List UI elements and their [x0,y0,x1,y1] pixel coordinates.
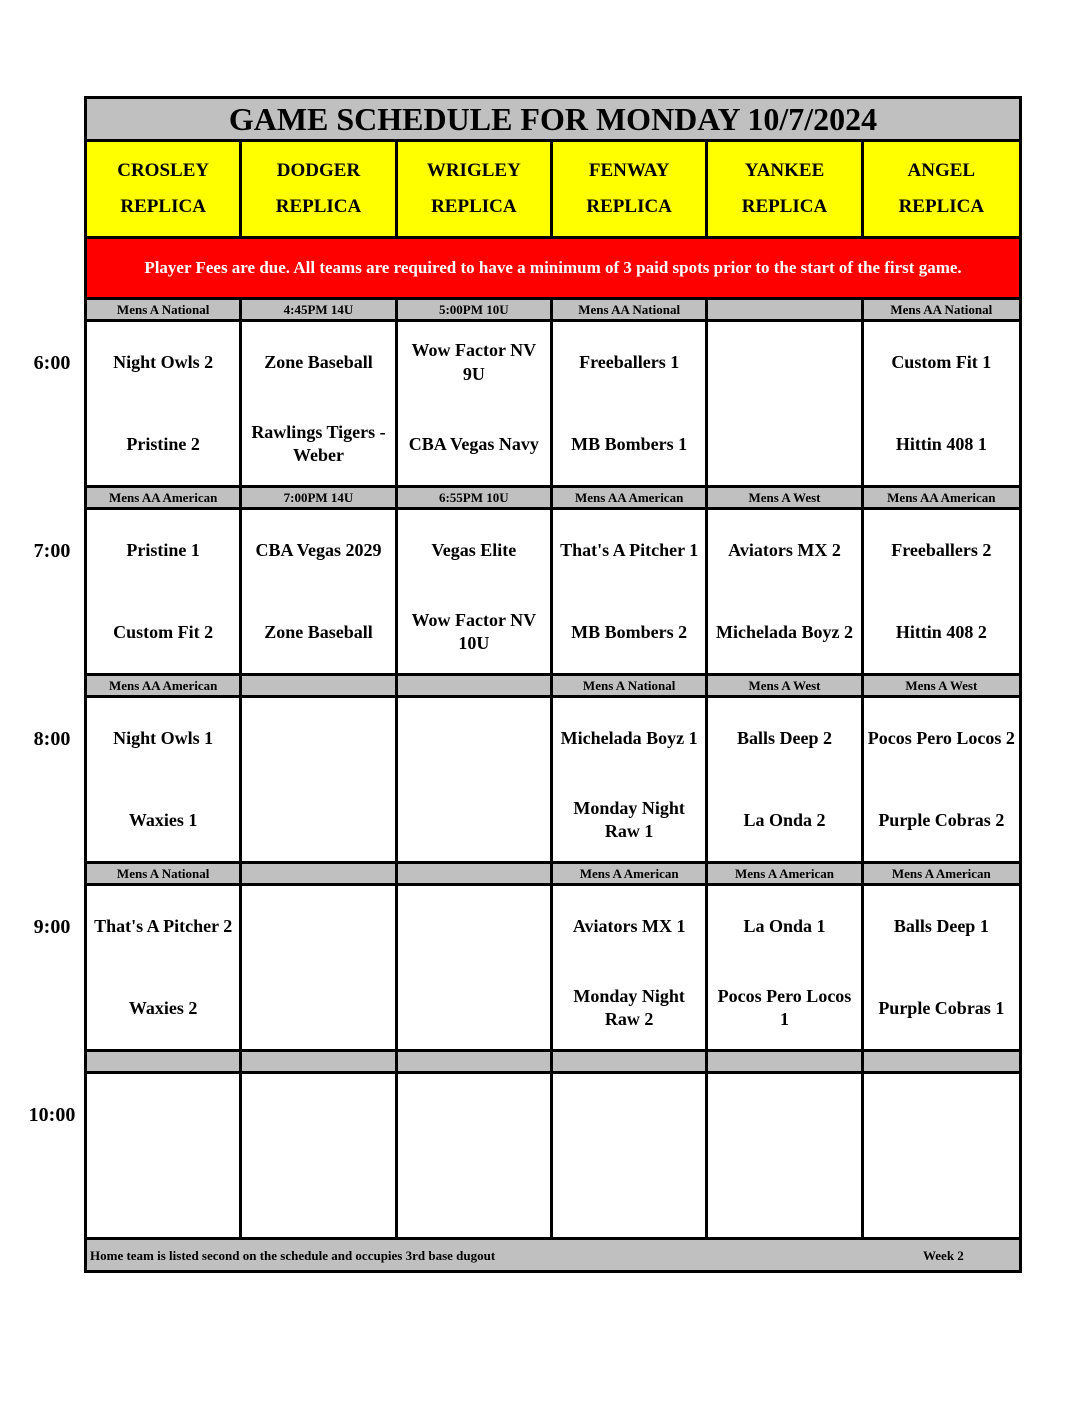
away-team: Pocos Pero Locos 2 [867,728,1015,749]
away-team: Custom Fit 1 [891,352,992,373]
away-team: Night Owls 1 [113,728,214,749]
home-team: Purple Cobras 1 [878,997,1005,1018]
away-team [242,698,394,780]
division-label [242,1052,397,1071]
game-row [87,322,1019,488]
field-subname: REPLICA [741,196,828,217]
division-label: Mens AA American [87,488,242,507]
away-team: Aviators MX 1 [572,916,686,937]
game-cell [708,1074,863,1237]
away-team: Freeballers 2 [891,540,992,561]
field-header-row [87,142,1019,239]
away-team: That's A Pitcher 2 [94,916,233,937]
away-team: Night Owls 2 [113,352,214,373]
division-label: Mens AA National [864,300,1019,319]
away-team [398,698,550,780]
division-row [87,864,1019,886]
home-team [553,1156,705,1238]
away-team: Michelada Boyz 1 [560,728,698,749]
time-label: 6:00 [33,352,71,374]
division-label [242,676,397,695]
schedule-title: GAME SCHEDULE FOR MONDAY 10/7/2024 [87,99,1019,142]
field-subname: REPLICA [120,196,206,217]
home-team: MB Bombers 1 [571,433,688,454]
division-label: Mens AA American [87,676,242,695]
game-cell [398,1074,553,1237]
home-team: CBA Vegas Navy [408,433,539,454]
game-cell [553,1074,708,1237]
division-label: 5:00PM 10U [398,300,553,319]
home-team [87,1156,239,1238]
game-cell [242,322,397,485]
home-team: Waxies 2 [128,997,198,1018]
division-label [398,676,553,695]
game-cell [87,886,242,1049]
game-cell [242,698,397,861]
time-label: 8:00 [33,728,71,750]
home-team [708,404,860,486]
division-label: Mens A National [87,864,242,883]
away-team: Zone Baseball [264,352,373,373]
game-cell [553,322,708,485]
away-team: Vegas Elite [431,540,517,561]
division-label: Mens AA National [553,300,708,319]
away-team [242,1074,394,1156]
field-name: ANGEL [907,160,976,181]
time-label: 10:00 [28,1104,76,1126]
home-team: Monday Night Raw 1 [573,797,685,842]
home-team [398,968,550,1050]
away-team [553,1074,705,1156]
division-label [242,864,397,883]
field-header-crosley [87,142,242,236]
division-label: 7:00PM 14U [242,488,397,507]
away-team [708,1074,860,1156]
home-team: Custom Fit 2 [113,621,214,642]
division-row [87,1052,1019,1074]
home-team [242,780,394,862]
home-team [708,1156,860,1238]
game-cell [708,886,863,1049]
division-label [864,1052,1019,1071]
field-name: FENWAY [588,160,670,181]
home-team [242,968,394,1050]
time-label: 7:00 [33,540,71,562]
away-team: Aviators MX 2 [728,540,841,561]
division-label: Mens A National [87,300,242,319]
home-team-note: Home team is listed second on the schedule and occupies 3rd base dugout [90,1248,496,1263]
away-team: Pristine 1 [126,540,200,561]
division-label: Mens A West [864,676,1019,695]
home-team [398,1156,550,1238]
field-header-yankee [708,142,863,236]
division-label: Mens AA American [553,488,708,507]
game-cell [708,698,863,861]
away-team: Balls Deep 1 [893,916,989,937]
division-label: Mens AA American [864,488,1019,507]
home-team: Zone Baseball [264,621,373,642]
home-team: Waxies 1 [128,809,198,830]
division-label [708,1052,863,1071]
division-row [87,488,1019,510]
home-team: Pristine 2 [126,433,200,454]
home-team: La Onda 2 [743,809,826,830]
home-team: Rawlings Tigers - Weber [251,421,386,466]
field-subname: REPLICA [586,196,672,217]
field-subname: REPLICA [431,196,517,217]
home-team: Pocos Pero Locos 1 [717,985,852,1030]
home-team: Michelada Boyz 2 [715,621,853,642]
away-team [398,1074,550,1156]
field-name: YANKEE [744,160,825,181]
away-team [398,886,550,968]
home-team: Hittin 408 1 [895,433,987,454]
division-label [398,864,553,883]
game-cell [864,1074,1019,1237]
time-label: 9:00 [33,916,71,938]
field-header-wrigley [398,142,553,236]
division-label [708,300,863,319]
division-label: 6:55PM 10U [398,488,553,507]
home-team [242,1156,394,1238]
game-cell [708,322,863,485]
home-team: Monday Night Raw 2 [573,985,685,1030]
game-cell [398,322,553,485]
game-cell [242,1074,397,1237]
division-row [87,676,1019,698]
division-label: Mens A American [864,864,1019,883]
field-subname: REPLICA [275,196,362,217]
week-label: Week 2 [923,1248,964,1263]
division-label: 4:45PM 14U [242,300,397,319]
away-team: Freeballers 1 [579,352,680,373]
game-cell [553,510,708,673]
game-cell [864,322,1019,485]
schedule-sheet [84,96,1022,1273]
away-team [87,1074,239,1156]
field-name: CROSLEY [117,160,210,181]
field-header-fenway [553,142,708,236]
game-cell [864,886,1019,1049]
game-cell [242,886,397,1049]
division-label [87,1052,242,1071]
away-team: Balls Deep 2 [736,728,832,749]
game-cell [864,698,1019,861]
division-label: Mens A American [708,864,863,883]
game-cell [864,510,1019,673]
game-cell [398,698,553,861]
game-cell [87,698,242,861]
time-slots [87,300,1019,1240]
home-team: MB Bombers 2 [571,621,688,642]
home-team [864,1156,1019,1238]
away-team: Wow Factor NV 9U [411,340,537,384]
game-cell [553,886,708,1049]
game-cell [87,510,242,673]
division-label [553,1052,708,1071]
home-team: Purple Cobras 2 [878,809,1005,830]
game-cell [242,510,397,673]
home-team: Wow Factor NV 10U [411,609,537,654]
schedule-footer [87,1240,1019,1270]
game-row [87,1074,1019,1240]
away-team: CBA Vegas 2029 [255,540,382,561]
division-row [87,300,1019,322]
game-cell [87,1074,242,1237]
home-team: Hittin 408 2 [895,621,987,642]
game-cell [708,510,863,673]
game-cell [398,510,553,673]
away-team [864,1074,1019,1156]
away-team: La Onda 1 [743,916,826,937]
game-cell [553,698,708,861]
away-team [242,886,394,968]
game-cell [87,322,242,485]
game-row [87,510,1019,676]
division-label: Mens A West [708,488,863,507]
away-team [708,322,860,404]
field-subname: REPLICA [898,196,985,217]
game-cell [398,886,553,1049]
game-row [87,886,1019,1052]
home-team [398,780,550,862]
field-name: WRIGLEY [426,160,521,181]
field-header-dodger [242,142,397,236]
player-fees-notice: Player Fees are due. All teams are required to have a minimum of 3 paid spots prior to the start of the first game. [87,239,1019,300]
away-team: That's A Pitcher 1 [560,540,699,561]
division-label: Mens A American [553,864,708,883]
field-name: DODGER [276,160,361,181]
division-label: Mens A West [708,676,863,695]
field-header-angel [864,142,1019,236]
division-label: Mens A National [553,676,708,695]
game-row [87,698,1019,864]
division-label [398,1052,553,1071]
